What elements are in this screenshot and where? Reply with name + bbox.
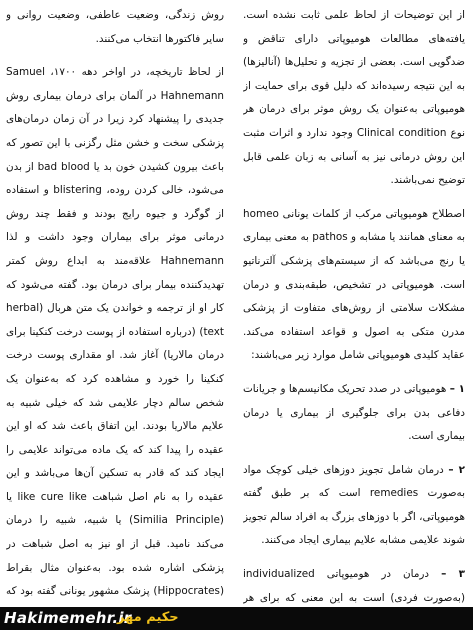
- left-text-column: [6, 4, 224, 604]
- brand-name-watermark: حکیم مهر: [117, 610, 179, 625]
- site-url-watermark: Hakimemehr.ir: [4, 609, 132, 627]
- list-number-3: ۳ –: [441, 568, 465, 581]
- paragraph-intro: از این توضیحات از لحاظ علمی ثابت نشده است. یافته‌های مطالعات هومیوپاتی دارای تناقض و ضدگویی است. بعضی از تجزیه و تحلیل‌ها (آنالیزها) به این نتیجه رسیده‌اند که دلیل قوی برای حمایت از هومیوپاتی به‌عنوان یک روش موثر برای درمان هر نوع Clinical condition وجود ندارد و اثرات مثبت این روش درمانی نیز به آسانی به زبان علمی قابل توضیح نمی‌باشند.: [243, 9, 465, 187]
- list-text-2: درمان شامل تجویز دوزهای خیلی کوچک مواد به‌صورت remedies است که بر طبق گفته هومیوپاتی، اگر با دوزهای بزرگ به افراد سالم تجویز شوند علایمی مشابه علایم بیماری ایجاد می‌کنند.: [243, 463, 465, 547]
- list-text-3: درمان در هومیوپاتی individualized (به‌صورت فردی) است به این معنی که برای هر: [243, 568, 465, 604]
- paragraph-continuation: روش زندگی، وضعیت عاطفی، وضعیت روانی و سایر فاکتورها انتخاب می‌کنند.: [6, 9, 224, 45]
- footer-bar: [0, 607, 473, 630]
- paragraph-definition: اصطلاح هومیوپاتی مرکب از کلمات یونانی homeo به معنای همانند یا مشابه و pathos به معنی بیماری یا رنج می‌باشد که از سیستم‌های پزشکی آلترناتیو است. هومیوپاتی در تشخیص، طبقه‌بندی و درمان مشکلات سلامتی از روش‌های متفاوت از پزشکی مدرن متکی به اصول و قواعد استفاده می‌کند. عقاید کلیدی هومیوپاتی شامل موارد زیر می‌باشند:: [243, 207, 465, 362]
- list-number-2: ۲ –: [448, 463, 465, 476]
- list-item-2: [243, 459, 465, 553]
- paragraph-history: از لحاظ تاریخچه، در اواخر دهه ۱۷۰۰، Samuel Hahnemann در آلمان برای درمان بیماری روش جدیدی را پیشنهاد کرد زیرا در آن زمان درمان‌های پزشکی سخت و خشن مثل رگزنی با این تصور که باعث بیرون کشیدن خون بد یا bad blood از بدن می‌شود، خالی کردن روده، blistering و استفاده از گوگرد و جیوه رایج بودند و فقط چند روش درمانی موثر برای بیماران وجود داشت و لذا Hahnemann علاقه‌مند به ابداع روش کمتر تهدیدکننده بیمار برای درمان بود. گفته می‌شود که کار او از ترجمه و خواندن یک متن هربال (herbal text) (درباره استفاده از پوست درخت کنکینا برای درمان مالاریا) آغاز شد. او مقداری پوست درخت کنکینا را خورد و مشاهده کرد که به‌عنوان یک شخص سالم دچار علایمی شد که خیلی شبیه به علایم مالاریا بودند. این اتفاق باعث شد که او این عقیده را پیدا کند که یک ماده می‌تواند علایمی را ایجاد کند که قادر به تسکین آن‌ها می‌باشد و این عقیده را به نام اصل شباهت like cure like یا (Similia Principle) یا شبیه، شبیه را درمان می‌کند نامید. قبل از او نیز به اصل شباهت در پزشکی اشاره شده بود. به‌عنوان مثال بقراط (Hippocrates) پزشک مشهور یونانی گفته بود که: [6, 66, 224, 598]
- list-number-1: ۱ –: [449, 382, 465, 395]
- list-item-3: [243, 563, 465, 604]
- list-item-1: [243, 378, 465, 449]
- right-text-column: [243, 4, 465, 604]
- list-text-1: هومیوپاتی در صدد تحریک مکانیسم‌ها و جریانات دفاعی بدن برای جلوگیری از بیماری یا درمان بیماری است.: [243, 382, 465, 443]
